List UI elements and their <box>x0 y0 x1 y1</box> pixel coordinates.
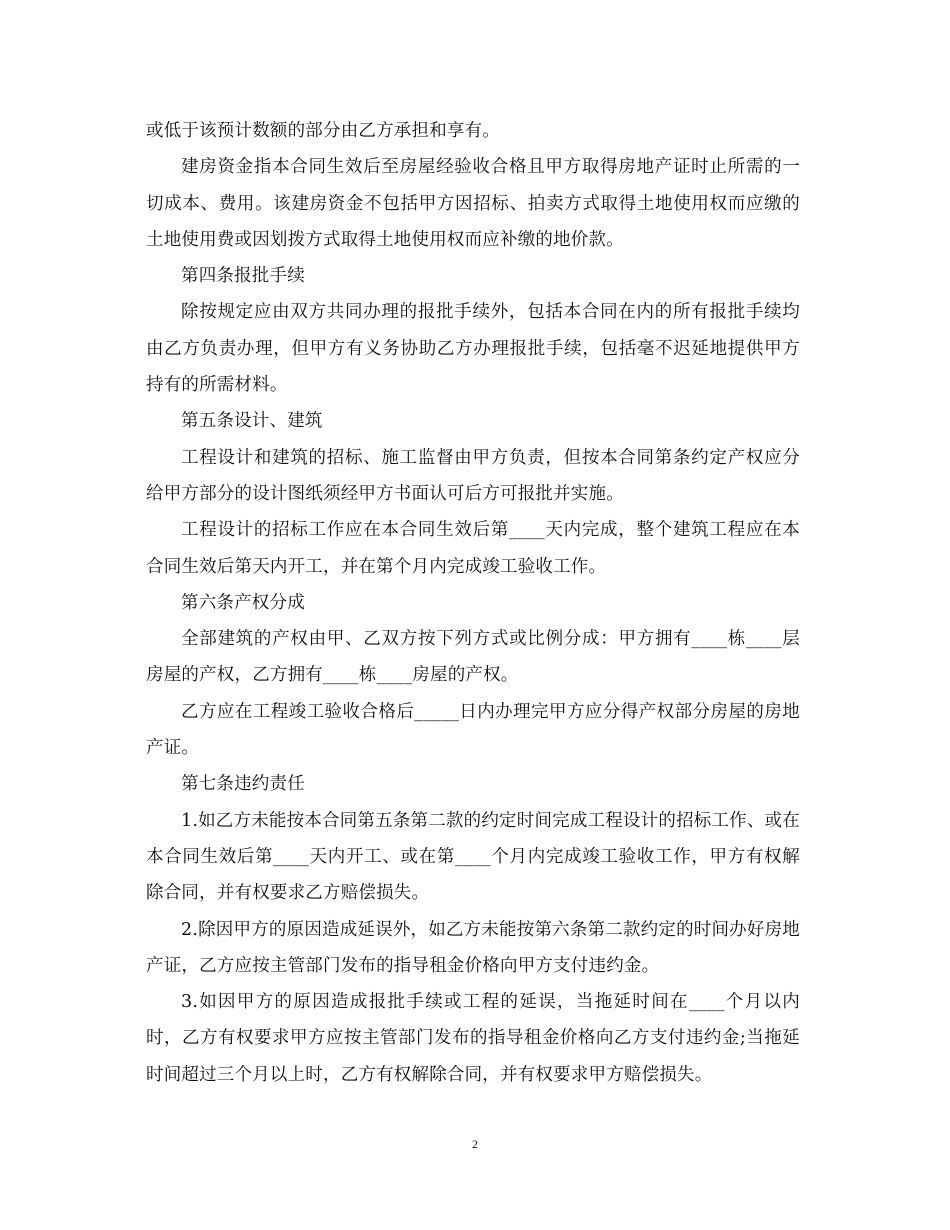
page-number: 2 <box>472 1137 478 1151</box>
paragraph-design-2: 工程设计的招标工作应在本合同生效后第____天内完成，整个建筑工程应在本合同生效后第天内开工，并在第个月内完成竣工验收工作。 <box>146 520 800 577</box>
paragraph-approval: 除按规定应由双方共同办理的报批手续外，包括本合同在内的所有报批手续均由乙方负责办理，但甲方有义务协助乙方办理报批手续，包括毫不迟延地提供甲方持有的所需材料。 <box>146 302 800 396</box>
paragraph-liability-2: 2.除因甲方的原因造成延误外，如乙方未能按第六条第二款约定的时间办好房地产证，乙方应按主管部门发布的指导租金价格向甲方支付违约金。 <box>146 919 800 976</box>
paragraph-continuation: 或低于该预计数额的部分由乙方承担和享有。 <box>146 121 500 141</box>
paragraph-liability-1: 1.如乙方未能按本合同第五条第二款的约定时间完成工程设计的招标工作、或在本合同生效后第____天内开工、或在第____个月内完成竣工验收工作，甲方有权解除合同，并有权要求乙方赔偿损失。 <box>146 810 800 904</box>
paragraph-ownership-1: 全部建筑的产权由甲、乙双方按下列方式或比例分成：甲方拥有____栋____层房屋的产权，乙方拥有____栋____房屋的产权。 <box>146 629 800 686</box>
article-7-heading: 第七条违约责任 <box>181 774 305 795</box>
paragraph-building-funds: 建房资金指本合同生效后至房屋经验收合格且甲方取得房地产证时止所需的一切成本、费用。该建房资金不包括甲方因招标、拍卖方式取得土地使用权而应缴的土地使用费或因划拨方式取得土地使用权而应补缴的地价款。 <box>146 157 800 250</box>
paragraph-ownership-2: 乙方应在工程竣工验收合格后_____日内办理完甲方应分得产权部分房屋的房地产证。 <box>146 701 800 759</box>
article-6-heading: 第六条产权分成 <box>181 592 305 613</box>
document-body <box>146 113 800 1093</box>
article-5-heading: 第五条设计、建筑 <box>181 411 323 432</box>
paragraph-design-1: 工程设计和建筑的招标、施工监督由甲方负责，但按本合同第条约定产权应分给甲方部分的设计图纸须经甲方书面认可后方可报批并实施。 <box>146 447 800 504</box>
paragraph-liability-3: 3.如因甲方的原因造成报批手续或工程的延误，当拖延时间在____个月以内时，乙方有权要求甲方应按主管部门发布的指导租金价格向乙方支付违约金;当拖延时间超过三个月以上时，乙方有权解除合同，并有权要求甲方赔偿损失。 <box>146 992 800 1085</box>
article-4-heading: 第四条报批手续 <box>181 266 305 287</box>
